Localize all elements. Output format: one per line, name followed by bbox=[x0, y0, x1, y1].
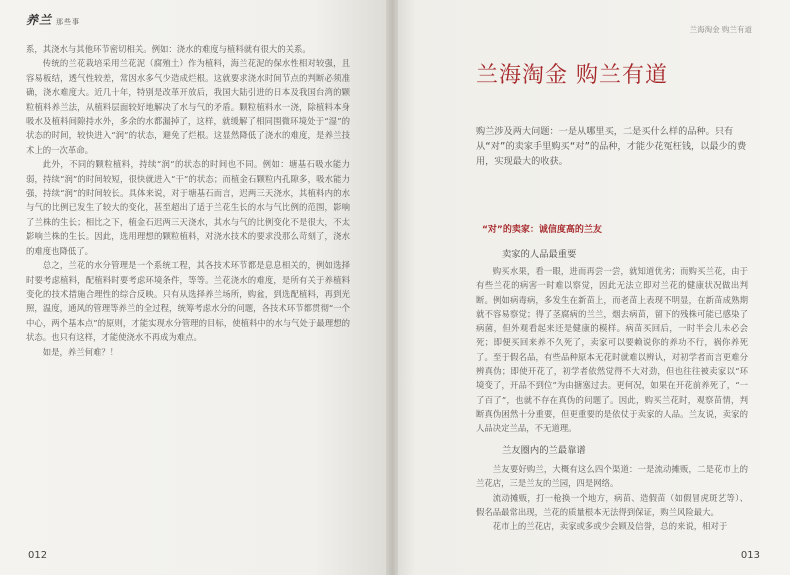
left-body-text bbox=[26, 42, 350, 359]
book-brand-logo bbox=[26, 11, 80, 28]
page-number-left: 012 bbox=[28, 550, 48, 561]
paragraph: 流动摊贩，打一枪换一个地方，病苗、造假苗（如假冒虎斑艺等）、假名品最常出现，兰花的质量根本无法得到保证，购兰风险最大。 bbox=[476, 492, 748, 517]
paragraph: 总之，兰花的水分管理是一个系统工程，其各技术环节都是息息相关的，例如选择时要考虑植料，配植料时要考虑环境条件，等等。兰花浇水的难度，是所有关于养植料变化的技术措施合理性的综合反映。只有从选择养兰场所，购盆，到选配植料，再到光照，温度，通风的管理等养兰的全过程，统筹考虑水分的问题，各技术环节都贯彻“一个中心，两个基本点”的原则，才能实现水分管理的目标，使植料中的水与气处于最理想的状态。也只有这样，才能使浇水不再成为难点。 bbox=[26, 260, 350, 343]
right-body-text-2 bbox=[476, 462, 748, 533]
page-number-right: 013 bbox=[740, 550, 760, 561]
brand-subtitle: 那些事 bbox=[56, 18, 81, 26]
right-page bbox=[392, 0, 790, 575]
subheading: 卖家的人品最重要 bbox=[502, 249, 577, 260]
chapter-title: 兰海淘金 购兰有道 bbox=[476, 63, 668, 88]
right-body-text-1 bbox=[476, 264, 748, 436]
paragraph: 传统的兰花栽培采用兰花泥（腐殖土）作为植料，海兰花泥的保水性相对较强，且容易板结，透气性较差，常因水多气少造成烂根。这就要求浇水时间节点的判断必须准确，浇水难度大。近几十年，特别是改革开放后，我国大陆引进的日本及我国台湾的颗粒植料养兰法，从植料层面较好地解决了水与气的矛盾。颗粒植料水一浇，除植料本身吸水及植料间隙持水外，多余的水都漏掉了，这样，就缓解了相同围微环境处于“湿”的状态的时间，较快进入“润”的状态，避免了烂根。这显然降低了浇水的难度，是养兰技术上的一次革命。 bbox=[26, 58, 350, 155]
brand-title: 养兰 bbox=[26, 13, 53, 27]
book-gutter-shadow bbox=[386, 0, 398, 575]
paragraph: 如是，养兰何难？！ bbox=[42, 346, 119, 357]
running-header: 兰海淘金 购兰有道 bbox=[689, 25, 752, 34]
subheading: 兰友圈内的兰最靠谱 bbox=[502, 445, 586, 456]
lead-paragraph: 购兰涉及两大问题：一是从哪里买，二是买什么样的品种。只有从“对”的卖家手里购买“对”的品种，才能少花冤枉钱，以最少的费用，实现最大的收获。 bbox=[476, 126, 747, 167]
paragraph: 购买水果，看一眼，进而再尝一尝，就知道优劣；而购买兰花，由于有些兰花的病害一时难以察觉，因此无法立即对兰花的健康状况做出判断。例如病毒病，多发生在新苗上，而老苗上表现不明显，在新苗成熟期就不容易察觉；得了茎腐病的兰兰，烟去病苗，留下的残株可能已感染了病菌，但外观看起来还是健康的模样。病苗买回后，一时半会儿未必会死；即便买回来养不久死了，卖家可以要赖说你的养功不行，祸你养死了。至于假名品，有些品种原本无花时就难以辨认，对初学者而言更难分辨真伪；即使开花了，初学者依然觉得不大对劲，但也往往被卖家以“环境变了，开品不到位”为由搪塞过去。更何况，如果在开花前养死了，“一了百了”，也就不存在真伪的问题了。因此，购买兰花时，观察苗情，判断真伪困然十分重要，但更重要的是依仗于卖家的人品。兰友说，卖家的人品决定兰品，不无道理。 bbox=[476, 266, 748, 434]
paragraph: 兰友要好购兰，大概有这么四个渠道：一是流动摊贩，二是花市上的兰花店，三是兰友的兰园，四是网络。 bbox=[476, 464, 748, 489]
paragraph: 花市上的兰花店，卖家或多或少会顾及信誉，总的来说，相对于 bbox=[492, 521, 728, 532]
paragraph: 系，其浇水与其他环节密切相关。例如：浇水的难度与植料就有很大的关系。 bbox=[26, 44, 311, 54]
paragraph: 此外，不同的颗粒植料，持续“润”的状态的时间也不同。例如：塘基石吸水能力弱，持续“润”的时间较短，很快就进入“干”的状态；而植金石颗粒内孔隙多，吸水能力强，持续“润”的时间较长。具体来说，对于塘基石而言，迟两三天浇水，其植料内的水与气的比例已发生了较大的变化，甚至超出了适于兰花生长的水与气比例的范围，影响了兰株的生长；相比之下，植金石迟两三天浇水，其水与气的比例变化不是很大，不太影响兰株的生长。因此，选用理想的颗粒植料，对浇水技术的要求没那么苛刻了，浇水的难度也降低了。 bbox=[26, 159, 350, 256]
section-heading: “对”的卖家：诚信度高的兰友 bbox=[482, 225, 602, 235]
left-page bbox=[0, 0, 392, 575]
